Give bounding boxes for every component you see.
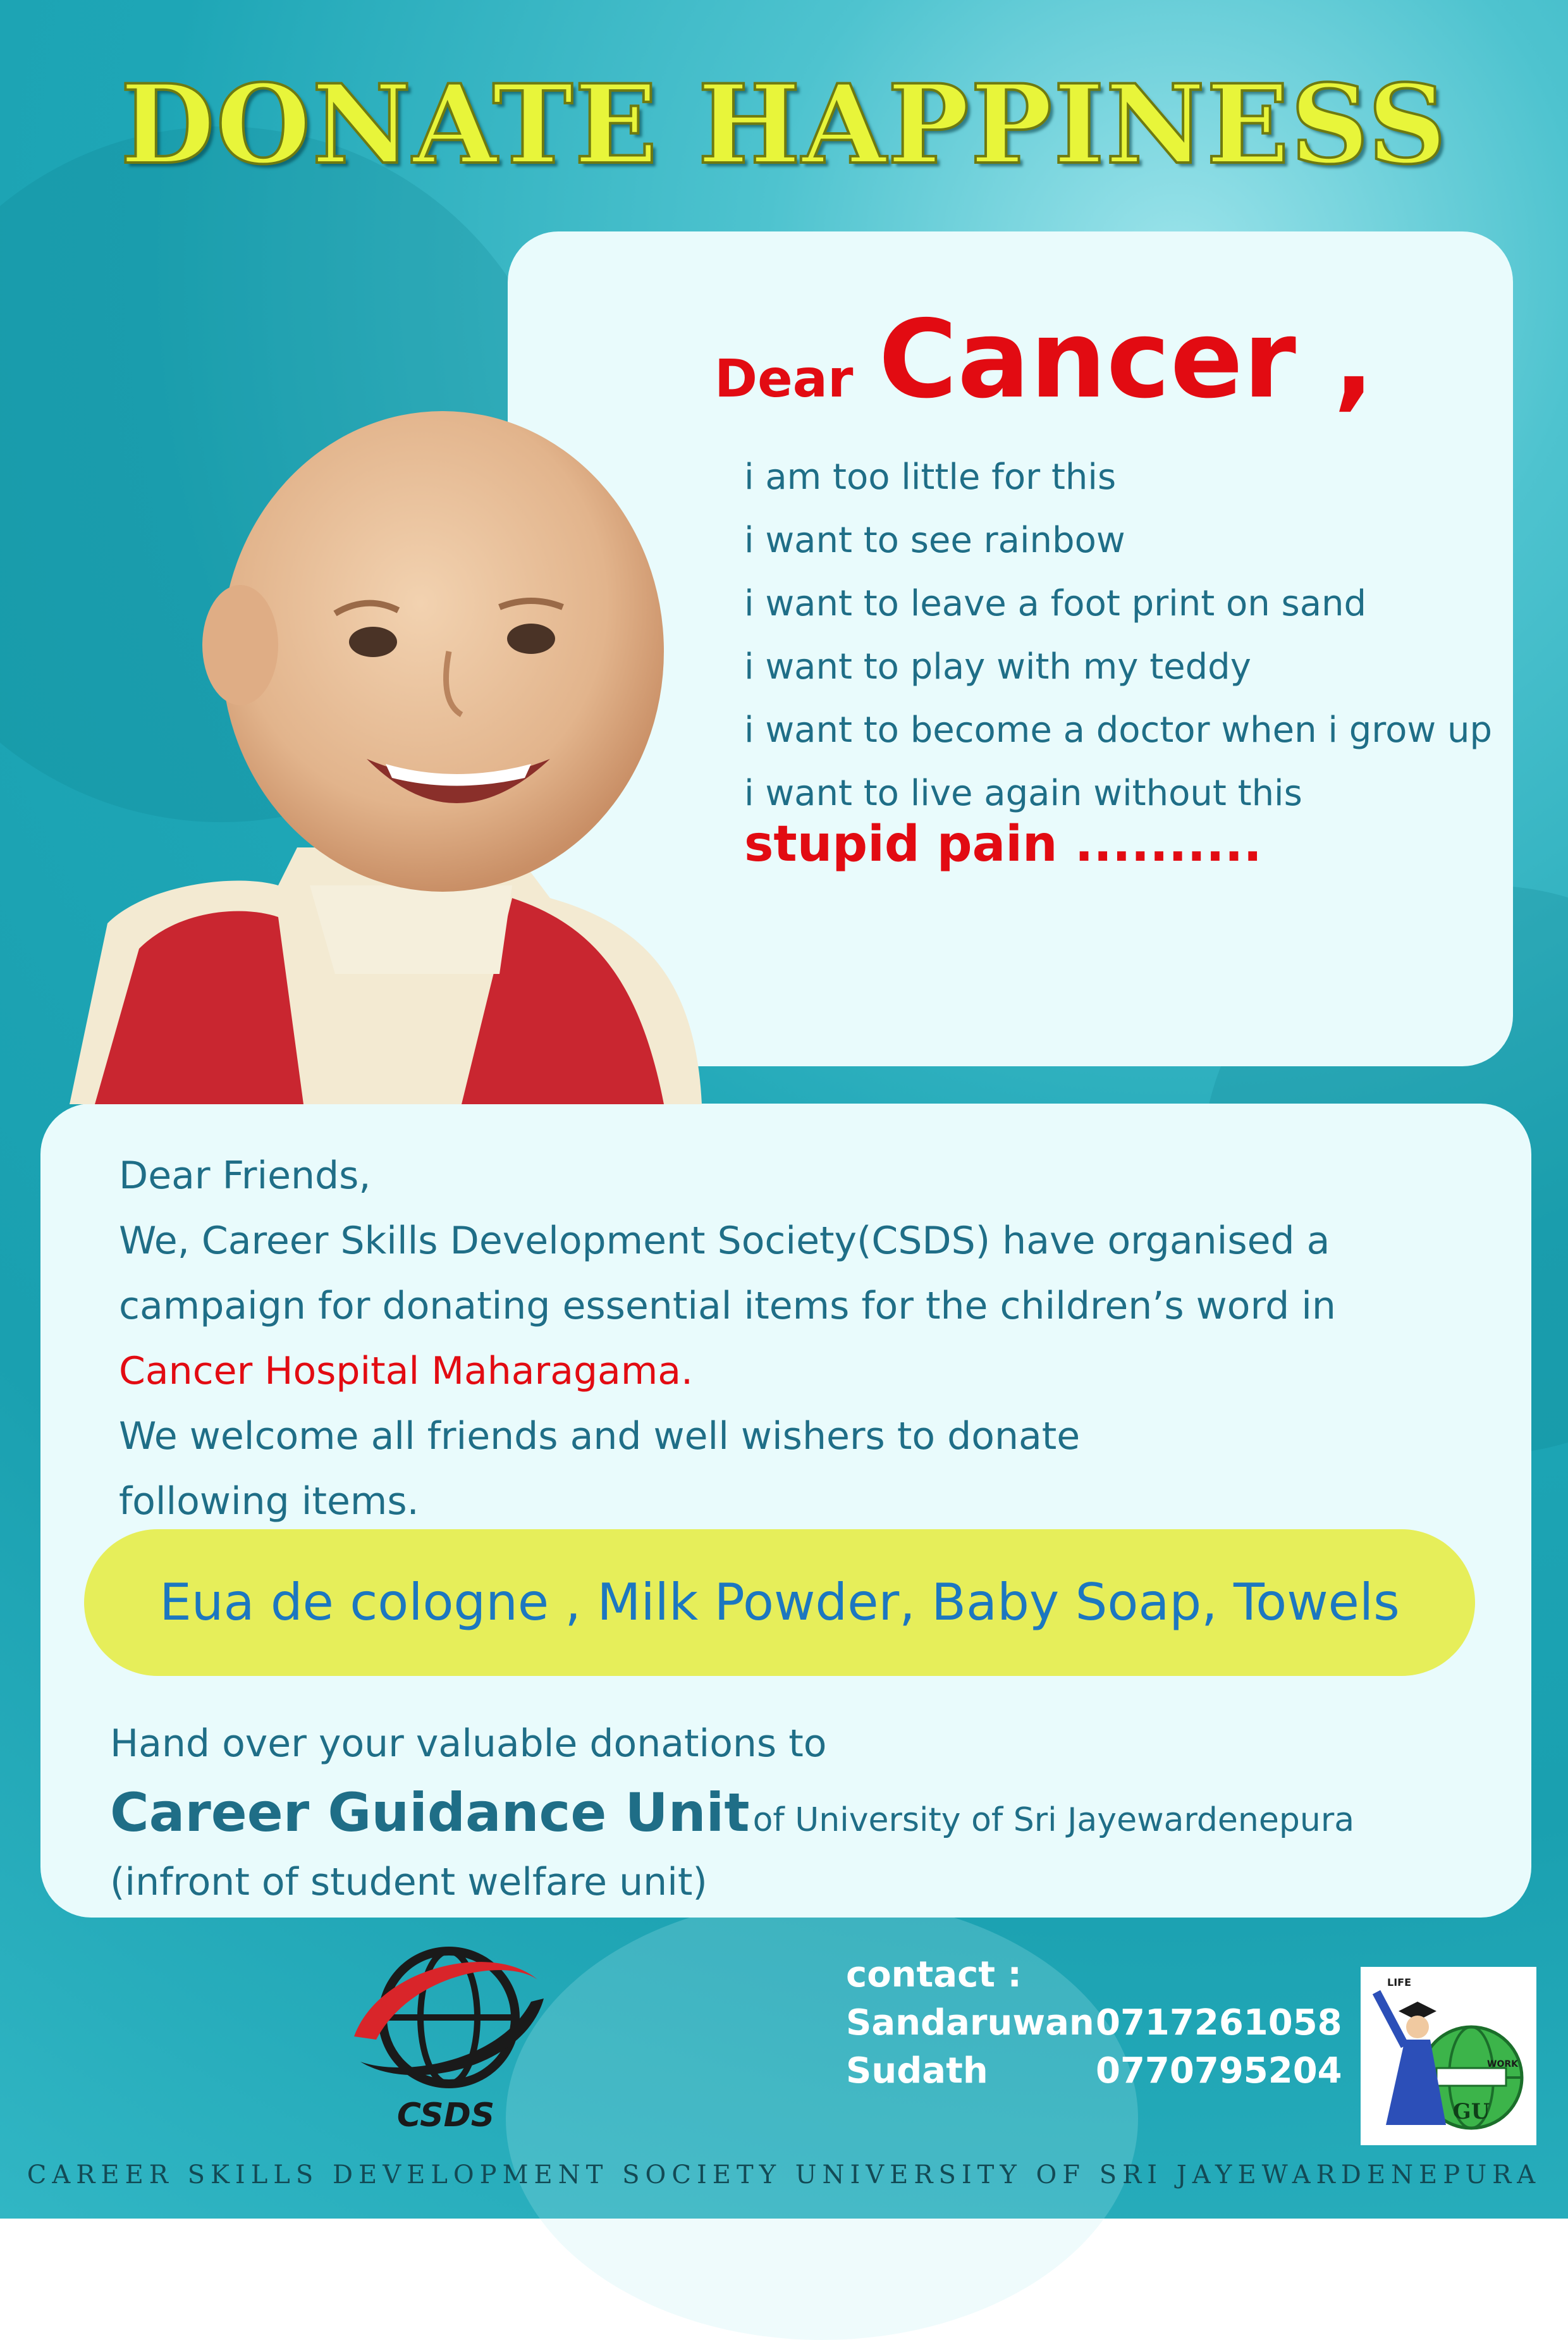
wish-line: i want to play with my teddy xyxy=(744,646,1251,687)
friends-letter xyxy=(119,1143,1336,1534)
wish-line: i want to become a doctor when i grow up xyxy=(744,710,1492,751)
hospital-name: Cancer Hospital Maharagama. xyxy=(119,1349,694,1393)
letter-line: We welcome all friends and well wishers to donate xyxy=(119,1414,1081,1458)
contact-block xyxy=(846,1951,1342,2095)
contact-row xyxy=(846,1999,1342,2047)
contact-row xyxy=(846,2047,1342,2095)
poster-title: DONATE HAPPINESS xyxy=(120,60,1448,188)
handover-location: (infront of student welfare unit) xyxy=(110,1860,707,1904)
wish-line: i want to leave a foot print on sand xyxy=(744,583,1367,624)
contact-phone: 0717261058 xyxy=(1096,2002,1342,2043)
university-name: of University of Sri Jayewardenepura xyxy=(752,1801,1355,1839)
contact-phone: 0770795204 xyxy=(1096,2050,1342,2091)
csds-logo xyxy=(341,1929,550,2138)
handover-place xyxy=(110,1775,1354,1850)
career-guidance-unit: Career Guidance Unit xyxy=(110,1782,750,1844)
wish-list xyxy=(744,446,1492,825)
letter-line: We, Career Skills Development Society(CSDS) have organised a xyxy=(119,1219,1330,1263)
letter-line: following items. xyxy=(119,1479,419,1524)
letter-line: campaign for donating essential items for the children’s word in xyxy=(119,1284,1336,1328)
closing-line: stupid pain .......... xyxy=(744,816,1262,873)
wish-line: i am too little for this xyxy=(744,457,1117,498)
cancer-word: Cancer , xyxy=(878,297,1375,422)
contact-name: Sandaruwan xyxy=(846,2002,1094,2043)
gu-logo-word: LIFE xyxy=(1387,1976,1412,1988)
contact-name: Sudath xyxy=(846,2050,988,2091)
donation-items: Eua de cologne , Milk Powder, Baby Soap, Towels xyxy=(159,1573,1400,1632)
dear-cancer-heading xyxy=(714,297,1375,422)
graduate-globe-icon xyxy=(1361,1967,1536,2145)
handover-line: Hand over your valuable donations to xyxy=(110,1721,827,1766)
handover-info xyxy=(110,1713,1354,1914)
gu-logo-mark: GU xyxy=(1452,2099,1490,2124)
donation-items-banner xyxy=(84,1529,1475,1676)
contact-heading: contact : xyxy=(846,1954,1022,1995)
gu-logo-word: WORK xyxy=(1487,2059,1518,2069)
footer-organisation: CAREER SKILLS DEVELOPMENT SOCIETY UNIVERSITY OF SRI JAYEWARDENEPURA xyxy=(27,2160,1541,2189)
career-guidance-logo xyxy=(1361,1967,1536,2145)
letter-greeting: Dear Friends, xyxy=(119,1154,371,1198)
wish-line: i want to live again without this xyxy=(744,773,1302,814)
csds-logo-text: CSDS xyxy=(396,2097,495,2134)
wish-line: i want to see rainbow xyxy=(744,520,1125,561)
dear-word: Dear xyxy=(714,349,854,409)
